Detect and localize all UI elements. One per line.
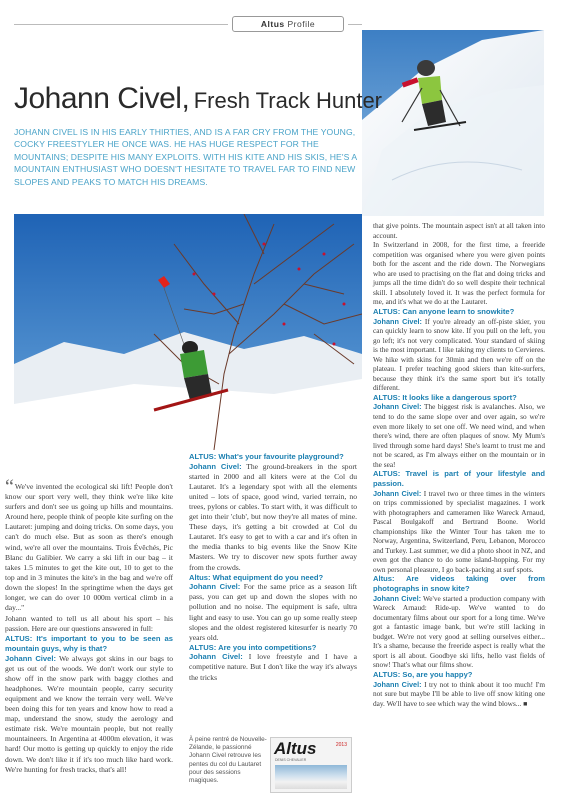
quote-mark: “ [5, 476, 14, 498]
speaker-label: Johann Civel: [189, 582, 241, 592]
question-happy: ALTUS: So, are you happy? [373, 669, 473, 679]
speaker-label: Johann Civel: [189, 461, 242, 471]
intro-quote [5, 476, 173, 613]
answer-videos [373, 594, 545, 670]
speaker-label: Johann Civel: [373, 402, 422, 412]
question-videos: Altus: Are videos taking over from photographs in snow kite? [373, 574, 545, 594]
article-title [14, 82, 383, 116]
lede-paragraph: JOHANN CIVEL IS IN HIS EARLY THIRTIES, AND IS A FAR CRY FROM THE YOUNG, COCKY FREESTYLER HE ONCE WAS. HE HAS HUGE RESPECT FOR THE MOUNTAINS; DESPITE HIS MANY EXPLOITS. WITH HIS KITE AND HIS SKIS, HE'S A MOUNTAIN ENTHUSIAST WHO DOESN'T HESITATE TO TRAVEL FAR TO FIND NEW SLOPES AND PEAKS TO MATCH HIS DREAMS. [14, 127, 357, 187]
kite-skier-image [14, 214, 362, 450]
intro-text: We've invented the ecological ski lift! People don't know our sport very well, they think we're like kite surfers and don't see us going up hills and mountains. Around here, people think of people kite surfing on the Lautaret: jumping and doing tricks. On some days, you can't do much else. But as soon as there's enough wind, we're all over the mountains. Trois Évêchés, Pic Blanc du Galibier. We carry a ski lift in our bag – it takes 1.5 minutes to get the kite out, 10 to get to the top and in 3 minutes the kite's in the bag and we're off down the slopes! In the springtime when the days get longer, we can do over 10 000m vertical climb in a day..." [5, 482, 173, 613]
answer-text: We've started a production company with Wareck Arnaud: Ride-up. We've wanted to do documentary films about our sport for a long time. We've got a fantastic image bank, but we're still lacking in budget. We're not very good at selling ourselves either... It's a shame, because the freeride aspect is really what the sport is all about. Goodbye ski lifts, hello vast fields of snow! That's what our films show. [373, 593, 546, 670]
answer-mountain-guys [5, 654, 173, 775]
answer-text: We always got skins in our bags to get us out of the woods. We don't work our style to show off in the snow park with baggy clothes and headphones. We're mountain people, carry security equipment and we know the terrain very well. We've been doing this for ten years and know how to read a map, understand the snow, study the aerology and estimate risk. We're mountain people, but not really mountaineers. In Argentina at 4000m elevation, it was hard! Our motto is getting up quickly to enjoy the ride down. We don't like it if it's too much like hard work. We're hunting for fresh tracks, that's all! [5, 653, 173, 774]
answer-text: I love freestyle and I have a competitive nature. But I don't like the way it's always the tricks [189, 652, 358, 682]
speaker-label: Johann Civel: [373, 593, 422, 603]
end-mark: ■ [523, 699, 528, 708]
column-1 [5, 476, 173, 775]
speaker-label: Johann Civel: [5, 653, 57, 663]
speaker-label: Johann Civel: [189, 652, 243, 662]
section-label: Profile [287, 19, 316, 29]
intro-2: Johann wanted to tell us all about his sport – his passion. Here are our questions answered in full: [5, 614, 173, 634]
magazine-cover [270, 737, 352, 793]
speaker-label: Johann Civel: [373, 488, 422, 498]
column-2 [189, 452, 357, 683]
question-dangerous: ALTUS: It looks like a dangerous sport? [373, 392, 517, 402]
answer-text: The biggest risk is avalanches. Also, we tend to do the same slope over and over again, so we're even more likely to set one off. We need wind, and when there's wind, there are often plaques of snow. My Mum's lived through some hard days! She's learnt to trust me and not be scared, as I'm always either on the mountain or in the sea! [373, 402, 545, 469]
top-right-photo [362, 30, 544, 216]
answer-text: I try not to think about it too much! I'm not sure but maybe I'll be able to live off snow kiting one day. We'll have to see which way the wind blows... [373, 679, 545, 708]
answer-text: The ground-breakers in the sport started in 2000 and all kiters were at the Col du Lautaret. It's a legendary spot with all the elements united – lots of space, good wind, varied terrain, no trees, pylons or cables. To start with, it was difficult to get into their 'club', but now they're all mates of mine. These days, it's getting a bit crowded at Col du Lautaret. It's easy to get to with a car and it's often in the media thanks to big events like the Snow Kite Masters. We try to discover new spots further away from the crowds. [189, 461, 358, 572]
question-learn: ALTUS: Can anyone learn to snowkite? [373, 306, 515, 316]
brand-label: Altus [260, 19, 285, 29]
magazine-sublogo: DENIS CHEVALIER [275, 758, 307, 762]
answer-competitions [189, 652, 357, 682]
answer-text: If you're already an off-piste skier, you can quickly learn to snow kite. If you pull on the left, you go left; it's not very complicated. Your standard of skiing is the most important. I like taking my clients to Cervieres. We hike with skins for 30min and then we're off on the plateau. I prefer teaching good skiers than kite-surfers, because they think it's the same sport but it's totally different. [373, 316, 546, 393]
title-name: Johann Civel, [14, 82, 190, 115]
header-rule-right [348, 24, 362, 25]
speaker-label: Johann Civel: [373, 679, 422, 689]
paragraph-switzerland: In Switzerland in 2008, for the first time, a freeride competition was organised where you were given points both for the ascent and the ride down. The Norwegians who are used to practising on the flat and doing tricks and jumps all the time didn't do so well despite their technical skill. I absolutely loved it. It was the perfect formula for me, and it's what we do at the Lautaret. [373, 240, 545, 307]
magazine-logo: Altus [274, 739, 317, 758]
header-rule-left [14, 24, 228, 25]
answer-happy [373, 680, 545, 710]
magazine-cover-image [275, 765, 347, 789]
question-playground: ALTUS: What's your favourite playground? [189, 452, 344, 461]
column-3 [373, 221, 545, 709]
answer-learn [373, 317, 545, 393]
question-mountain-guys: ALTUS: It's important to you to be seen as mountain guys, why is that? [5, 634, 173, 653]
photo-caption: À peine rentré de Nouvelle-Zélande, le passionné Johann Civel retrouve les pentes du col du Lautaret pour des sessions magiques. [189, 736, 267, 785]
answer-text: I travel two or three times in the winters on trips commissioned by specialist magazines. I work with photographers and cameramen like Wareck Arnaud, Pascal Boulgakoff and Bertrand Boone. World championships like the Winter Tour has taken me to Norway, Argentina, Switzerland, Peru, Lebanon, Morocco and Turkey. Last summer, we did a photo shoot in NZ, and even got the chance to do some island-hopping. For my own personal pleasure, I go back-packing at surf spots. [373, 488, 546, 574]
magazine-year: 2013 [335, 742, 347, 748]
answer-travel [373, 489, 545, 575]
title-subtitle: Fresh Track Hunter [193, 88, 383, 113]
answer-playground [189, 462, 357, 573]
question-equipment: Altus: What equipment do you need? [189, 572, 324, 582]
answer-equipment [189, 582, 357, 643]
speaker-label: Johann Civel: [373, 316, 422, 326]
section-tag [232, 16, 344, 32]
question-competitions: ALTUS: Are you into competitions? [189, 642, 317, 652]
skier-slope-image [362, 30, 544, 216]
main-photo [14, 214, 362, 450]
question-travel: ALTUS: Travel is part of your lifestyle and passion. [373, 469, 545, 488]
continuation: that give points. The mountain aspect isn't at all taken into account. [373, 221, 545, 240]
answer-dangerous [373, 402, 545, 469]
answer-text: For the same price as a season lift pass, you can get up and down the slopes with no pollution and no noise. The equipment is safe, ultra light and easy to use. You can go up some really steep slopes and the oldest registered kitesurfer is nearly 70 years old. [189, 582, 358, 642]
